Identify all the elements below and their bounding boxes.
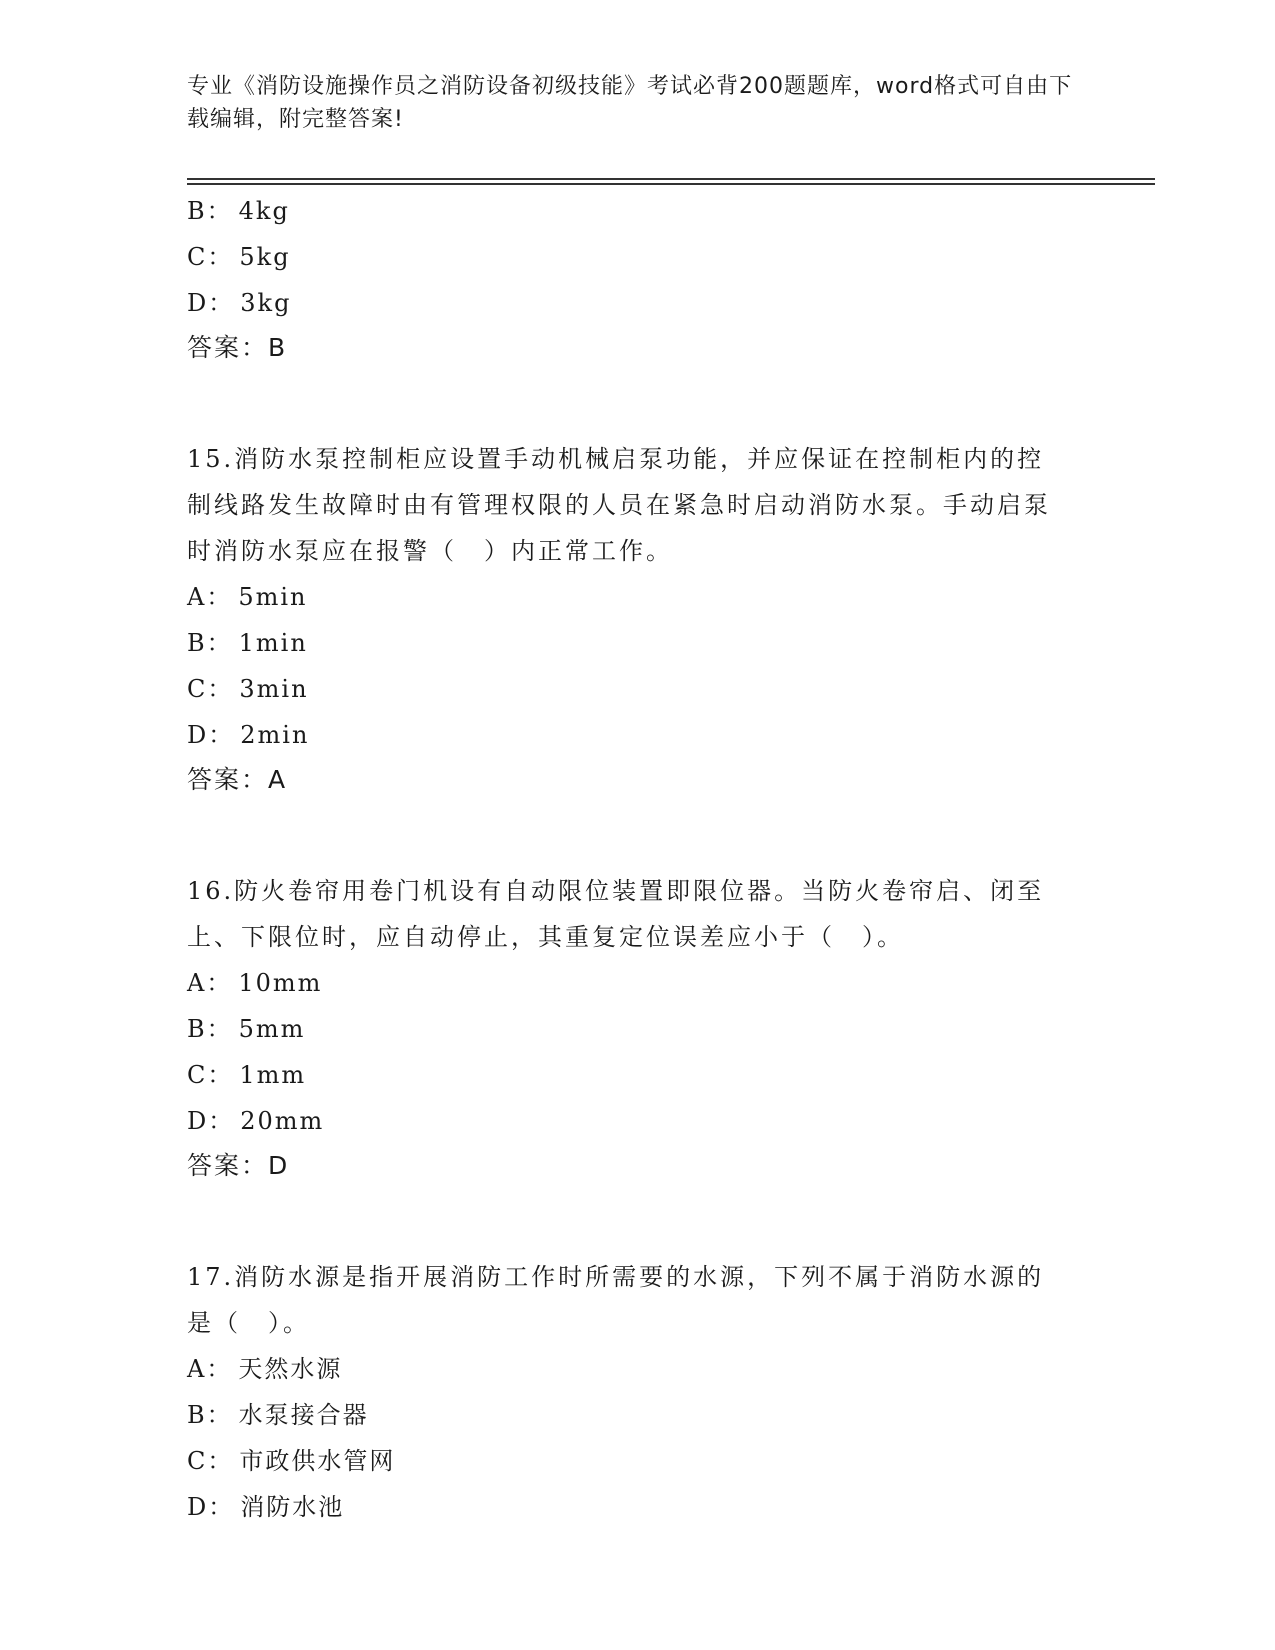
document-header: 专业《消防设施操作员之消防设备初级技能》考试必背200题题库，word格式可自由下载编辑，附完整答案! — [187, 74, 1073, 132]
answer-line: 答案：A — [187, 765, 288, 794]
option-text: 1min — [238, 629, 308, 657]
question-stem: 16.防火卷帘用卷门机设有自动限位装置即限位器。当防火卷帘启、闭至上、下限位时，应自动停止，其重复定位误差应小于（ ）。 — [187, 877, 1045, 951]
option-a — [187, 574, 1087, 620]
question-stem: 17.消防水源是指开展消防工作时所需要的水源，下列不属于消防水源的是（ ）。 — [187, 1263, 1045, 1337]
option-key: A： — [187, 1355, 233, 1383]
option-b — [187, 620, 1087, 666]
option-text: 4kg — [238, 197, 290, 225]
option-d — [187, 1484, 1087, 1530]
header-divider-bottom — [187, 183, 1155, 185]
option-text: 3min — [239, 675, 309, 703]
option-c — [187, 666, 1087, 712]
option-text: 5kg — [239, 243, 291, 271]
option-key: B： — [187, 1401, 233, 1429]
option-text: 10mm — [238, 969, 323, 997]
answer-line: 答案：D — [187, 1151, 290, 1180]
option-text: 5mm — [238, 1015, 306, 1043]
option-b — [187, 1392, 1087, 1438]
option-key: C： — [187, 1447, 234, 1475]
option-d — [187, 712, 1087, 758]
option-text: 2min — [240, 721, 310, 749]
option-b — [187, 1006, 1087, 1052]
option-key: B： — [187, 197, 233, 225]
option-b — [187, 188, 1087, 234]
option-c — [187, 1438, 1087, 1484]
question-16 — [187, 868, 1087, 1188]
option-key: D： — [187, 1107, 235, 1135]
option-d — [187, 280, 1087, 326]
option-key: A： — [187, 969, 233, 997]
option-text: 20mm — [240, 1107, 325, 1135]
option-key: D： — [187, 721, 235, 749]
option-a — [187, 960, 1087, 1006]
question-list — [187, 188, 1087, 1530]
header-divider-top — [187, 178, 1155, 180]
question-15 — [187, 436, 1087, 802]
question-17 — [187, 1254, 1087, 1530]
option-d — [187, 1098, 1087, 1144]
option-text: 1mm — [239, 1061, 307, 1089]
option-key: D： — [187, 1493, 235, 1521]
option-c — [187, 234, 1087, 280]
option-a — [187, 1346, 1087, 1392]
option-key: C： — [187, 243, 234, 271]
option-text: 天然水源 — [238, 1355, 343, 1383]
option-key: A： — [187, 583, 233, 611]
option-key: D： — [187, 289, 235, 317]
answer-line: 答案：B — [187, 333, 288, 362]
option-text: 3kg — [240, 289, 292, 317]
option-text: 消防水池 — [240, 1493, 345, 1521]
option-text: 市政供水管网 — [239, 1447, 396, 1475]
option-text: 5min — [238, 583, 308, 611]
option-text: 水泵接合器 — [238, 1401, 369, 1429]
option-key: C： — [187, 675, 234, 703]
option-c — [187, 1052, 1087, 1098]
question-stem: 15.消防水泵控制柜应设置手动机械启泵功能，并应保证在控制柜内的控制线路发生故障时由有管理权限的人员在紧急时启动消防水泵。手动启泵时消防水泵应在报警（ ）内正常工作。 — [187, 445, 1051, 565]
option-key: B： — [187, 629, 233, 657]
question-continued — [187, 188, 1087, 370]
option-key: B： — [187, 1015, 233, 1043]
option-key: C： — [187, 1061, 234, 1089]
